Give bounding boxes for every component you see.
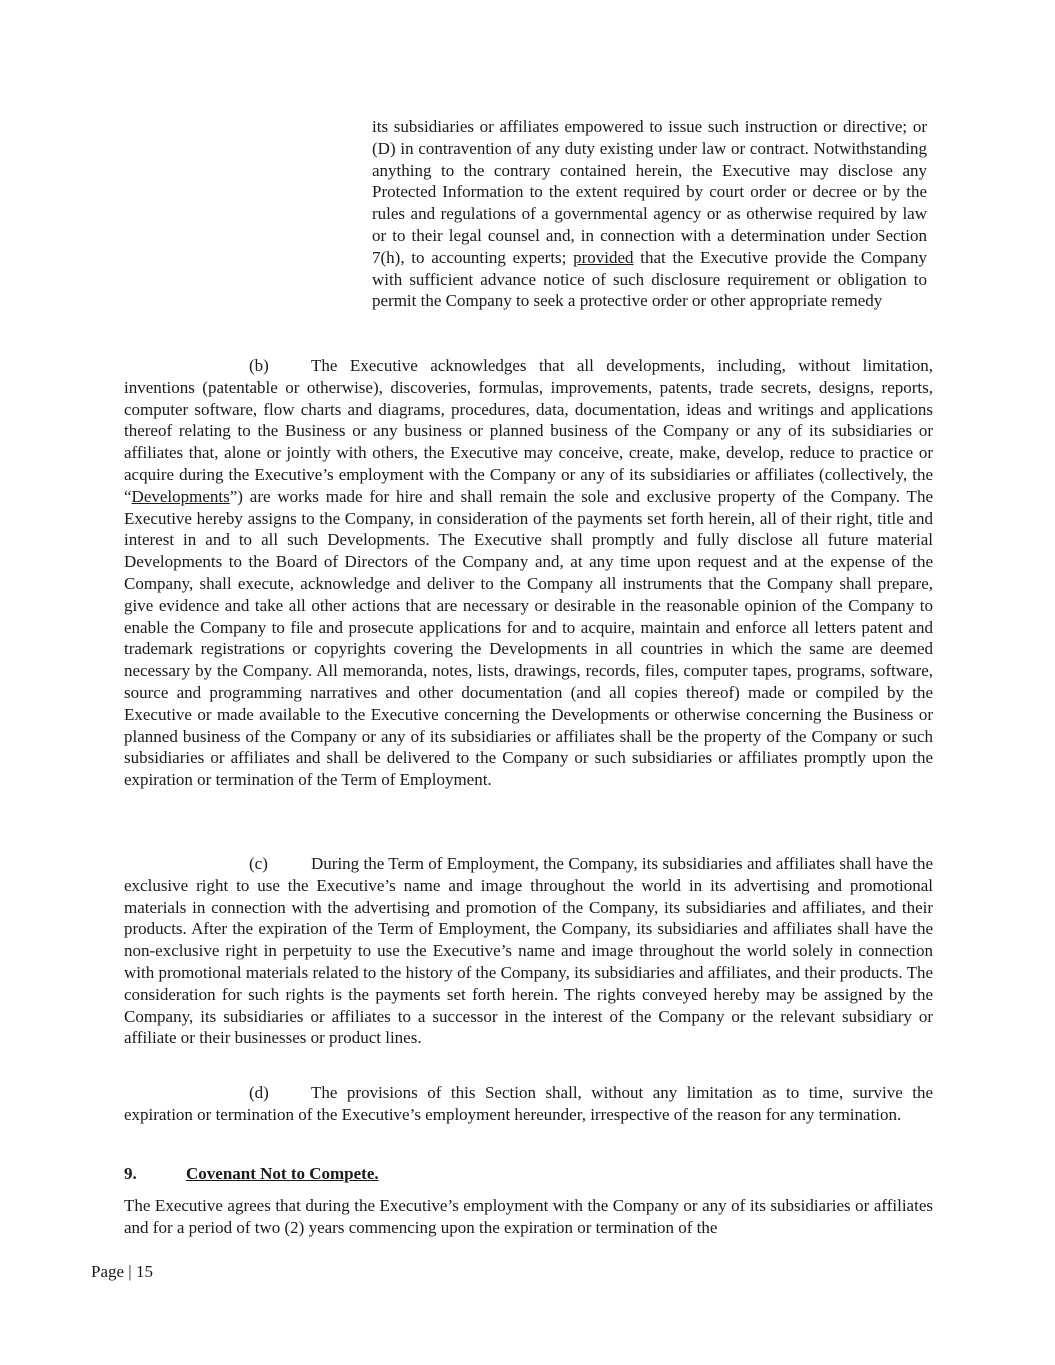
paragraph-b-label: (b) bbox=[249, 356, 269, 375]
section-9-text: The Executive agrees that during the Executive’s employment with the Company or any of its subsidiaries or affiliates and for a period of two (2) years commencing upon the expiration or termination of the bbox=[124, 1196, 933, 1237]
paragraph-c-label: (c) bbox=[249, 854, 268, 873]
section-9-number: 9. bbox=[124, 1164, 137, 1183]
section-9-heading bbox=[124, 1163, 379, 1185]
paragraph-c: (c) During the Term of Employment, the Company, its subsidiaries and affiliates shall have the exclusive right to use the Executive’s name and image throughout the world in its advertising and promotional materials in connection with the advertising and promotion of the Company, its subsidiaries and affiliates, and their products. After the expiration of the Term of Employment, the Company, its subsidiaries and affiliates shall have the non-exclusive right in perpetuity to use the Executive’s name and image throughout the world solely in connection with promotional materials related to the history of the Company, its subsidiaries and affiliates, and their products. The consideration for such rights is the payments set forth herein. The rights conveyed hereby may be assigned by the Company, its subsidiaries or affiliates to a successor in the interest of the Company or the relevant subsidiary or affiliate or their businesses or product lines. bbox=[124, 854, 933, 1048]
section-9-title: Covenant Not to Compete. bbox=[186, 1164, 379, 1183]
developments-term: Developments bbox=[131, 486, 230, 506]
provided-term: provided bbox=[573, 247, 634, 267]
paragraph-d: (d) The provisions of this Section shall, without any limitation as to time, survive the expiration or termination of the Executive’s employment hereunder, irrespective of the reason for any termination. bbox=[124, 1083, 933, 1124]
paragraph-a-continuation: its subsidiaries or affiliates empowered to issue such instruction or directive; or (D) in contravention of any duty existing under law or contract. Notwithstanding anything to the contrary contained herein, the Executive may disclose any Protected Information to the extent required by court order or decree or by the rules and regulations of a governmental agency or as otherwise required by law or to their legal counsel and, in connection with a determination under Section 7(h), to accounting experts; provided that the Executive provide the Company with sufficient advance notice of such disclosure requirement or obligation to permit the Company to seek a protective order or other appropriate remedy bbox=[372, 117, 927, 311]
paragraph-b: (b) The Executive acknowledges that all developments, including, without limitation, inventions (patentable or otherwise), discoveries, formulas, improvements, patents, trade secrets, designs, reports, computer software, flow charts and diagrams, procedures, data, documentation, ideas and writings and applications thereof relating to the Business or any business or planned business of the Company or any of its subsidiaries or affiliates that, alone or jointly with others, the Executive may conceive, create, make, develop, reduce to practice or acquire during the Executive’s employment with the Company or any of its subsidiaries or affiliates (collectively, the “Developments”) are works made for hire and shall remain the sole and exclusive property of the Company. The Executive hereby assigns to the Company, in consideration of the payments set forth herein, all of their right, title and interest in and to all such Developments. The Executive shall promptly and fully disclose all future material Developments to the Board of Directors of the Company and, at any time upon request and at the expense of the Company, shall execute, acknowledge and deliver to the Company all instruments that the Company shall prepare, give evidence and take all other actions that are necessary or desirable in the reasonable opinion of the Company to enable the Company to file and prosecute applications for and to acquire, maintain and enforce all letters patent and trademark registrations or copyrights covering the Developments in all countries in which the same are deemed necessary by the Company. All memoranda, notes, lists, drawings, records, files, computer tapes, programs, software, source and programming narratives and other documentation (and all copies thereof) made or compiled by the Executive or made available to the Executive concerning the Developments or otherwise concerning the Business or planned business of the Company or any of its subsidiaries or affiliates shall be the property of the Company or such subsidiaries or affiliates and shall be delivered to the Company or such subsidiaries or affiliates promptly upon the expiration or termination of the Term of Employment. bbox=[124, 356, 933, 790]
paragraph-d-label: (d) bbox=[249, 1083, 269, 1102]
page-footer: Page | 15 bbox=[91, 1262, 153, 1281]
